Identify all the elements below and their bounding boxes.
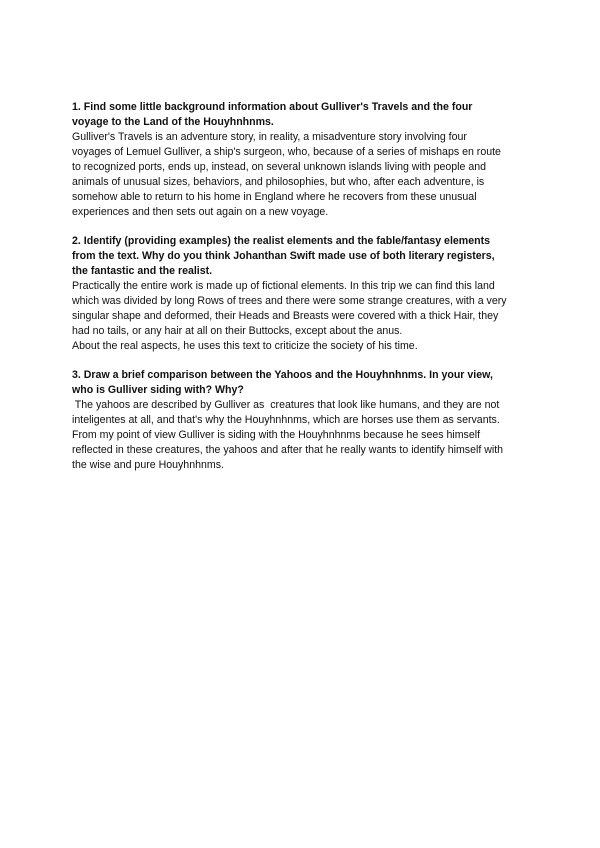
answer-line: inteligentes at all, and that's why the Houyhnhnms, which are horses use them as servants. <box>72 414 500 426</box>
answer-line: From my point of view Gulliver is siding with the Houyhnhnms because he sees himself <box>72 429 481 441</box>
question-line: who is Gulliver siding with? Why? <box>72 384 244 396</box>
section-1 <box>72 100 534 220</box>
answer-line: Gulliver's Travels is an adventure story, in reality, a misadventure story involving four <box>72 131 467 143</box>
question-2 <box>72 234 534 279</box>
answer-line: the wise and pure Houyhnhnms. <box>72 459 224 471</box>
answer-2 <box>72 279 534 354</box>
answer-line: experiences and then sets out again on a new voyage. <box>72 206 329 218</box>
question-line: the fantastic and the realist. <box>72 265 213 277</box>
section-2 <box>72 234 534 354</box>
answer-1 <box>72 130 534 220</box>
answer-line: Practically the entire work is made up of fictional elements. In this trip we can find this land <box>72 280 495 292</box>
section-3 <box>72 368 534 473</box>
answer-line: to recognized ports, ends up, instead, on several unknown islands living with people and <box>72 161 487 173</box>
answer-line: voyages of Lemuel Gulliver, a ship's surgeon, who, because of a series of mishaps en route <box>72 146 501 158</box>
question-line: 2. Identify (providing examples) the realist elements and the fable/fantasy elements <box>72 235 490 247</box>
question-1 <box>72 100 534 130</box>
answer-line: singular shape and deformed, their Heads and Breasts were covered with a thick Hair, they <box>72 310 499 322</box>
answer-line: had no tails, or any hair at all on their Buttocks, except about the anus. <box>72 325 403 337</box>
document-body <box>72 100 534 487</box>
answer-3 <box>72 398 534 473</box>
question-line: 1. Find some little background information about Gulliver's Travels and the four <box>72 101 473 113</box>
answer-line: reflected in these creatures, the yahoos and after that he really wants to identify himself with <box>72 444 504 456</box>
question-3 <box>72 368 534 398</box>
answer-line: About the real aspects, he uses this text to criticize the society of his time. <box>72 340 418 352</box>
answer-line: animals of unusual sizes, behaviors, and philosophies, but who, after each adventure, is <box>72 176 485 188</box>
question-line: 3. Draw a brief comparison between the Yahoos and the Houyhnhnms. In your view, <box>72 369 493 381</box>
answer-line: which was divided by long Rows of trees and there were some strange creatures, with a very <box>72 295 507 307</box>
question-line: from the text. Why do you think Johanthan Swift made use of both literary registers, <box>72 250 495 262</box>
answer-line: The yahoos are described by Gulliver as creatures that look like humans, and they are not <box>72 399 500 411</box>
answer-line: somehow able to return to his home in England where he recovers from these unusual <box>72 191 477 203</box>
question-line: voyage to the Land of the Houyhnhnms. <box>72 116 274 128</box>
